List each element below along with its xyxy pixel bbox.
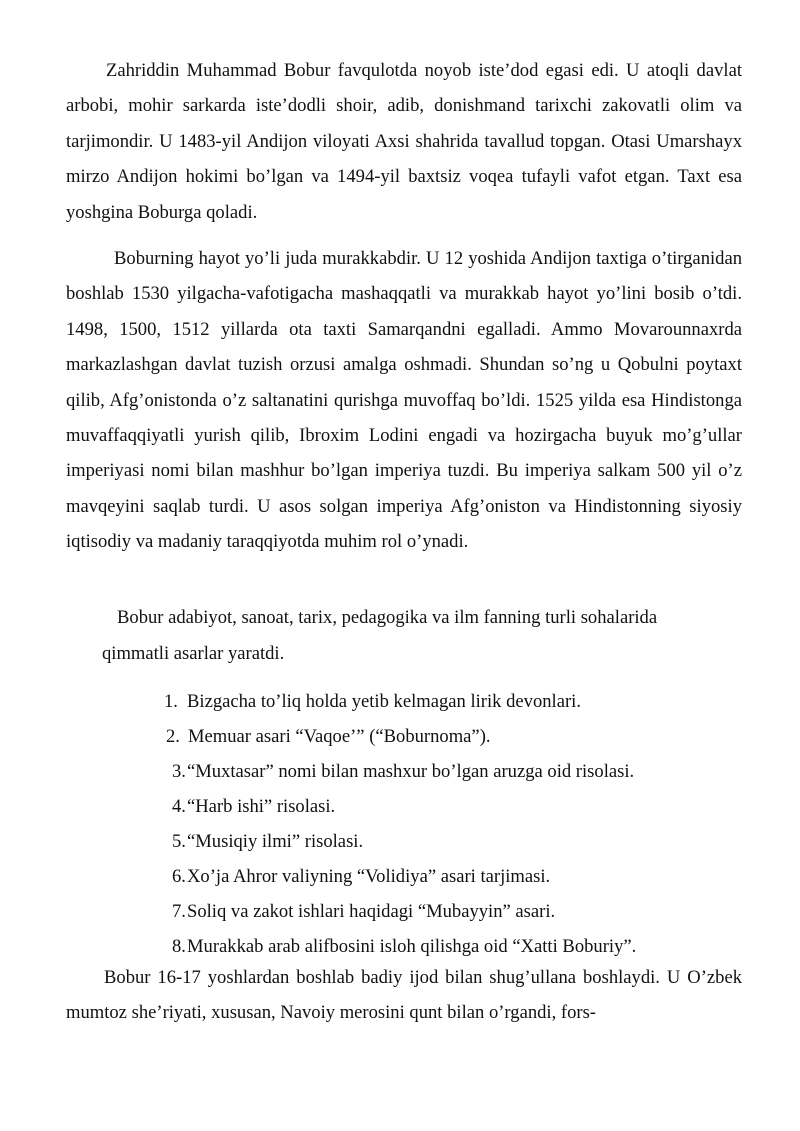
list-item-text: “Muxtasar” nomi bilan mashxur bo’lgan aruzga oid risolasi. — [187, 761, 635, 782]
list-item-number: 1. — [164, 691, 178, 712]
list-item — [172, 792, 335, 822]
paragraph-biography-intro: Zahriddin Muhammad Bobur favqulotda noyob iste’dod egasi edi. U atoqli davlat arbobi, mohir sarkarda iste’dodli shoir, adib, donishmand tarixchi zakovatli olim va tarjimondir. U 1483-yil Andijon viloyati Axsi shahrida tavallud topgan. Otasi Umarshayx mirzo Andijon hokimi bo’lgan va 1494-yil baxtsiz voqea tufayli vafot etgan. Taxt esa yoshgina Boburga qoladi. — [66, 60, 742, 223]
list-item-number: 4. — [172, 796, 186, 817]
list-item-number: 8. — [172, 936, 186, 957]
list-item — [172, 862, 550, 892]
list-item — [166, 722, 491, 752]
list-item — [172, 827, 363, 857]
list-item-text: Memuar asari “Vaqoe’” (“Boburnoma”). — [188, 726, 491, 747]
list-item — [172, 757, 634, 787]
paragraph-works-intro-line2: qimmatli asarlar yaratdi. — [102, 643, 285, 664]
list-item-number: 5. — [172, 831, 186, 852]
list-item-text: “Musiqiy ilmi” risolasi. — [187, 831, 364, 852]
list-item-number: 7. — [172, 901, 186, 922]
list-item — [164, 687, 581, 717]
list-item-text: “Harb ishi” risolasi. — [187, 796, 336, 817]
paragraph-life-path: Boburning hayot yo’li juda murakkabdir. U 12 yoshida Andijon taxtiga o’tirganidan boshlab 1530 yilgacha-vafotigacha mashaqqatli va murakkab hayot yo’lini bosib o’tdi. 1498, 1500, 1512 yillarda ota taxti Samarqandni egalladi. Ammo Movarounnaxrda markazlashgan davlat tuzish orzusi amalga oshmadi. Shundan so’ng u Qobulni poytaxt qilib, Afg’onistonda o’z saltanatini qurishga muvoffaq bo’ldi. 1525 yilda esa Hindistonga muvaffaqqiyatli yurish qilib, Ibroxim Lodini engadi va hozirgacha buyuk mo’g’ullar imperiyasi nomi bilan mashhur bo’lgan imperiya tuzdi. Bu imperiya salkam 500 yil o’z mavqeyini saqlab turdi. U asos solgan imperiya Afg’oniston va Hindistonning siyosiy iqtisodiy va madaniy taraqqiyotda muhim rol o’ynadi. — [66, 248, 742, 553]
paragraph-creative-work: Bobur 16-17 yoshlardan boshlab badiy ijod bilan shug’ullana boshlaydi. U O’zbek mumtoz she’riyati, xususan, Navoiy merosini qunt bilan o’rgandi, fors- — [66, 967, 742, 1024]
list-item — [172, 897, 555, 927]
list-item-text: Bizgacha to’liq holda yetib kelmagan lirik devonlari. — [187, 691, 581, 712]
list-item-number: 6. — [172, 866, 186, 887]
list-item-text: Soliq va zakot ishlari haqidagi “Mubayyin” asari. — [187, 901, 556, 922]
paragraph-works-intro-line1: Bobur adabiyot, sanoat, tarix, pedagogika va ilm fanning turli sohalarida — [117, 607, 658, 628]
list-item-number: 2. — [166, 726, 180, 747]
list-item-text: Murakkab arab alifbosini isloh qilishga oid “Xatti Boburiy”. — [187, 936, 637, 957]
list-item-number: 3. — [172, 761, 186, 782]
list-item-text: Xo’ja Ahror valiyning “Volidiya” asari tarjimasi. — [187, 866, 551, 887]
list-item — [172, 932, 636, 962]
